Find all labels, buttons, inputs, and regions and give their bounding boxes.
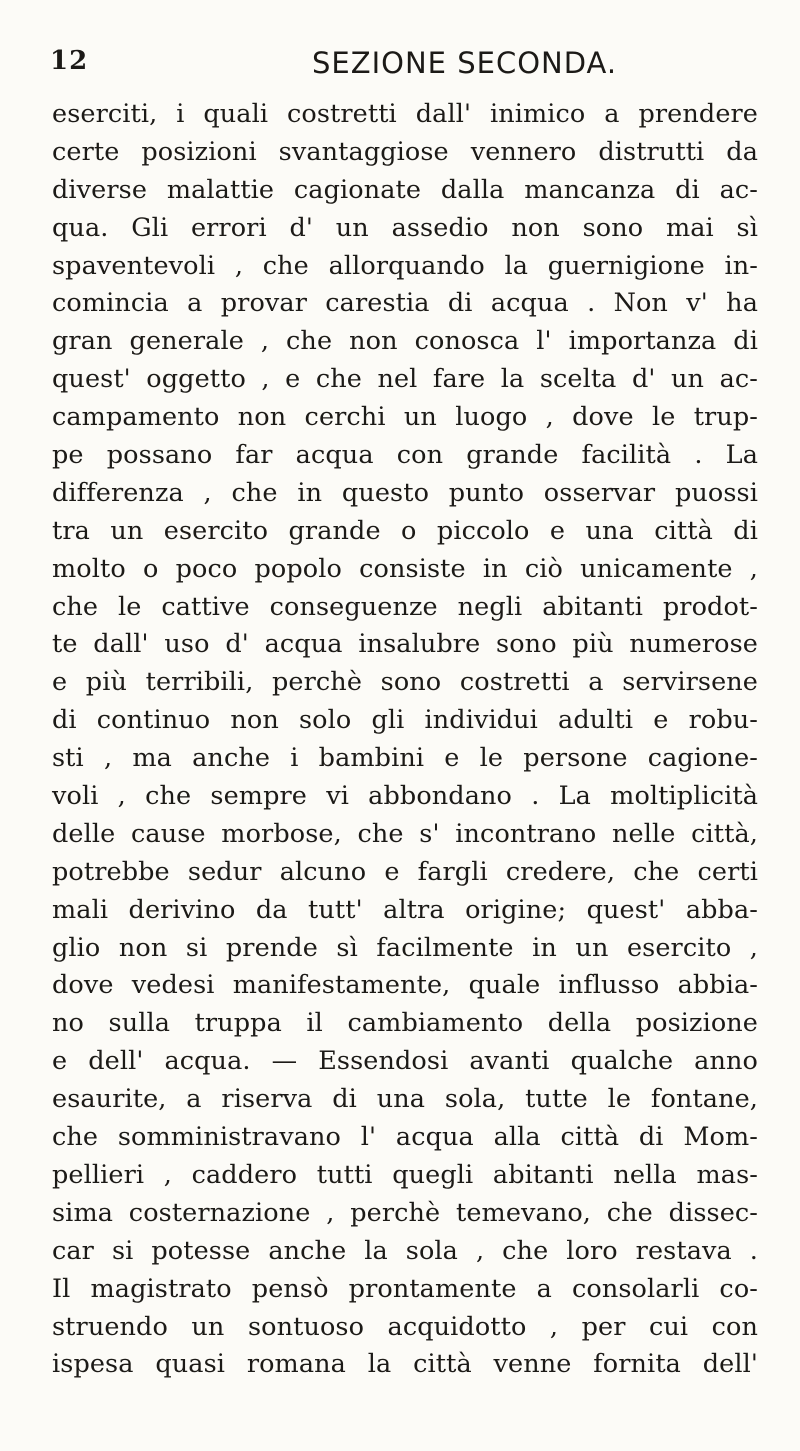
text-line: sima costernazione , perchè temevano, che dissec- (52, 1197, 758, 1228)
text-line: no sulla truppa il cambiamento della posizione (52, 1008, 758, 1039)
text-line: comincia a provar carestia di acqua . Non v' ha (52, 288, 758, 319)
page-header (0, 46, 800, 86)
text-line: delle cause morbose, che s' incontrano nelle città, (52, 818, 758, 849)
text-line: e più terribili, perchè sono costretti a servirsene (52, 667, 758, 698)
text-line: pe possano far acqua con grande facilità . La (52, 440, 758, 471)
text-line: ispesa quasi romana la città venne fornita dell' (52, 1349, 758, 1380)
text-line: diverse malattie cagionate dalla mancanza di ac- (52, 174, 758, 205)
text-line: car si potesse anche la sola , che loro restava . (52, 1235, 758, 1266)
text-line: Il magistrato pensò prontamente a consolarli co- (52, 1273, 758, 1304)
text-line: struendo un sontuoso acquidotto , per cui con (52, 1311, 758, 1342)
text-line: spaventevoli , che allorquando la guernigione in- (52, 250, 758, 281)
text-line: molto o poco popolo consiste in ciò unicamente , (52, 553, 758, 584)
text-line: esaurite, a riserva di una sola, tutte le fontane, (52, 1084, 758, 1115)
text-line: pellieri , caddero tutti quegli abitanti nella mas- (52, 1159, 758, 1190)
text-line: qua. Gli errori d' un assedio non sono mai sì (52, 212, 758, 243)
page-number: 12 (50, 46, 89, 76)
text-line: dove vedesi manifestamente, quale influsso abbia- (52, 970, 758, 1001)
text-line: che somministravano l' acqua alla città di Mom- (52, 1122, 758, 1153)
text-line: quest' oggetto , e che nel fare la scelta d' un ac- (52, 364, 758, 395)
running-head: SEZIONE SECONDA. (312, 46, 618, 80)
text-line: certe posizioni svantaggiose vennero distrutti da (52, 136, 758, 167)
text-line: gran generale , che non conosca l' importanza di (52, 326, 758, 357)
text-line: e dell' acqua. — Essendosi avanti qualche anno (52, 1046, 758, 1077)
text-line: glio non si prende sì facilmente in un esercito , (52, 932, 758, 963)
text-line: voli , che sempre vi abbondano . La moltiplicità (52, 781, 758, 812)
text-line: di continuo non solo gli individui adulti e robu- (52, 705, 758, 736)
text-line: differenza , che in questo punto osservar puossi (52, 477, 758, 508)
text-line: potrebbe sedur alcuno e fargli credere, che certi (52, 856, 758, 887)
body-text (52, 96, 758, 1384)
text-line: eserciti, i quali costretti dall' inimico a prendere (52, 99, 758, 129)
text-line: che le cattive conseguenze negli abitanti prodot- (52, 591, 758, 622)
text-line: mali derivino da tutt' altra origine; quest' abba- (52, 894, 758, 925)
text-line: campamento non cerchi un luogo , dove le trup- (52, 402, 758, 433)
text-line: sti , ma anche i bambini e le persone cagione- (52, 743, 758, 774)
text-line: te dall' uso d' acqua insalubre sono più numerose (52, 629, 758, 660)
text-line: tra un esercito grande o piccolo e una città di (52, 515, 758, 546)
